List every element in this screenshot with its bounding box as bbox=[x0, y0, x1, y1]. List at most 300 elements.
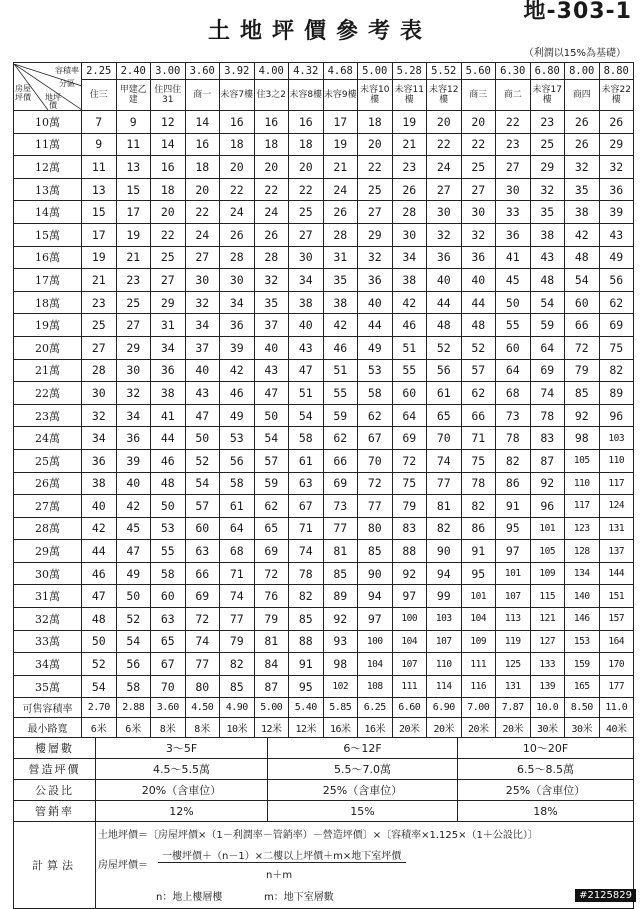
price-cell: 26 bbox=[392, 178, 427, 201]
price-cell: 47 bbox=[116, 540, 151, 563]
price-cell: 104 bbox=[392, 630, 427, 653]
price-cell: 131 bbox=[496, 675, 531, 698]
price-cell: 110 bbox=[565, 472, 600, 495]
price-cell: 79 bbox=[254, 608, 289, 631]
price-cell: 127 bbox=[530, 630, 565, 653]
price-cell: 67 bbox=[151, 653, 186, 676]
price-cell: 58 bbox=[289, 427, 324, 450]
price-cell: 6.60 bbox=[392, 698, 427, 718]
corner-house-price: 房屋坪價 bbox=[15, 83, 31, 102]
row-label: 26萬 bbox=[14, 472, 82, 495]
far-rate-cell: 6.30 bbox=[496, 63, 531, 80]
price-cell: 89 bbox=[323, 585, 358, 608]
price-cell: 20米 bbox=[461, 718, 496, 738]
price-cell: 96 bbox=[599, 404, 634, 427]
price-cell: 46 bbox=[82, 562, 117, 585]
price-cell: 22 bbox=[427, 133, 462, 156]
price-cell: 15 bbox=[82, 201, 117, 224]
price-cell: 72 bbox=[254, 562, 289, 585]
price-cell: 12米 bbox=[254, 718, 289, 738]
price-cell: 104 bbox=[461, 608, 496, 631]
price-cell: 70 bbox=[427, 427, 462, 450]
far-rate-cell: 3.92 bbox=[220, 63, 255, 80]
price-cell: 24 bbox=[254, 201, 289, 224]
price-cell: 40 bbox=[427, 269, 462, 292]
price-cell: 65 bbox=[427, 404, 462, 427]
price-cell: 34 bbox=[82, 427, 117, 450]
price-cell: 19 bbox=[392, 111, 427, 134]
price-cell: 66 bbox=[185, 562, 220, 585]
price-cell: 50 bbox=[151, 495, 186, 518]
price-cell: 27 bbox=[116, 314, 151, 337]
price-cell: 92 bbox=[323, 608, 358, 631]
price-cell: 35 bbox=[565, 178, 600, 201]
price-cell: 36 bbox=[116, 427, 151, 450]
price-row bbox=[14, 111, 634, 134]
price-cell: 82 bbox=[461, 495, 496, 518]
price-cell: 22 bbox=[461, 133, 496, 156]
price-cell: 53 bbox=[151, 517, 186, 540]
price-cell: 33 bbox=[496, 201, 531, 224]
price-cell: 23 bbox=[116, 269, 151, 292]
price-cell: 9 bbox=[116, 111, 151, 134]
row-label: 12萬 bbox=[14, 156, 82, 179]
price-cell: 93 bbox=[323, 630, 358, 653]
price-cell: 42 bbox=[116, 495, 151, 518]
price-cell: 82 bbox=[427, 517, 462, 540]
price-cell: 137 bbox=[599, 540, 634, 563]
price-cell: 124 bbox=[599, 495, 634, 518]
price-cell: 32 bbox=[530, 178, 565, 201]
price-cell: 56 bbox=[116, 653, 151, 676]
price-cell: 73 bbox=[323, 495, 358, 518]
price-cell: 97 bbox=[496, 540, 531, 563]
price-cell: 71 bbox=[461, 427, 496, 450]
price-cell: 74 bbox=[530, 382, 565, 405]
corner-cell bbox=[14, 63, 82, 111]
price-cell: 67 bbox=[358, 427, 393, 450]
price-cell: 82 bbox=[599, 359, 634, 382]
price-cell: 77 bbox=[185, 653, 220, 676]
price-cell: 20 bbox=[461, 111, 496, 134]
price-cell: 51 bbox=[289, 382, 324, 405]
price-cell: 27 bbox=[358, 201, 393, 224]
price-cell: 37 bbox=[254, 314, 289, 337]
price-cell: 46 bbox=[323, 336, 358, 359]
price-cell: 59 bbox=[530, 314, 565, 337]
zone-cell: 商一 bbox=[185, 80, 220, 111]
row-label: 18萬 bbox=[14, 291, 82, 314]
price-cell: 32 bbox=[185, 291, 220, 314]
price-cell: 26 bbox=[565, 111, 600, 134]
price-cell: 7.00 bbox=[461, 698, 496, 718]
price-cell: 6米 bbox=[116, 718, 151, 738]
row-label: 24萬 bbox=[14, 427, 82, 450]
summary-value: 12% bbox=[96, 801, 268, 822]
price-cell: 43 bbox=[185, 382, 220, 405]
price-cell: 35 bbox=[254, 291, 289, 314]
price-cell: 75 bbox=[599, 336, 634, 359]
price-cell: 60 bbox=[151, 585, 186, 608]
price-cell: 25 bbox=[151, 246, 186, 269]
price-cell: 92 bbox=[392, 562, 427, 585]
row-label: 30萬 bbox=[14, 562, 82, 585]
price-cell: 62 bbox=[323, 427, 358, 450]
price-cell: 54 bbox=[185, 472, 220, 495]
price-cell: 83 bbox=[392, 517, 427, 540]
price-cell: 92 bbox=[530, 472, 565, 495]
price-cell: 48 bbox=[461, 314, 496, 337]
price-cell: 35 bbox=[323, 269, 358, 292]
price-cell: 25 bbox=[358, 178, 393, 201]
price-cell: 18 bbox=[289, 133, 324, 156]
price-cell: 11 bbox=[116, 133, 151, 156]
row-label: 13萬 bbox=[14, 178, 82, 201]
price-cell: 64 bbox=[220, 517, 255, 540]
price-cell: 42 bbox=[82, 517, 117, 540]
stock-id-stamp: #2125829 bbox=[575, 889, 636, 902]
price-cell: 107 bbox=[427, 630, 462, 653]
price-cell: 5.40 bbox=[289, 698, 324, 718]
price-cell: 61 bbox=[427, 382, 462, 405]
price-cell: 157 bbox=[599, 608, 634, 631]
price-cell: 69 bbox=[185, 585, 220, 608]
row-label: 29萬 bbox=[14, 540, 82, 563]
price-row bbox=[14, 178, 634, 201]
price-cell: 30米 bbox=[530, 718, 565, 738]
price-cell: 34 bbox=[392, 246, 427, 269]
house-price-numerator: 一樓坪價＋（n－1）×二樓以上坪價＋m×地下室坪價 bbox=[162, 851, 402, 863]
zone-cell: 未容11樓 bbox=[392, 80, 427, 111]
price-cell: 79 bbox=[220, 630, 255, 653]
price-cell: 72 bbox=[392, 449, 427, 472]
far-rate-cell: 5.52 bbox=[427, 63, 462, 80]
price-cell: 28 bbox=[82, 359, 117, 382]
price-cell: 82 bbox=[496, 449, 531, 472]
price-cell: 56 bbox=[427, 359, 462, 382]
price-cell: 81 bbox=[254, 630, 289, 653]
price-cell: 62 bbox=[254, 495, 289, 518]
price-cell: 8.50 bbox=[565, 698, 600, 718]
price-cell: 16米 bbox=[323, 718, 358, 738]
row-label: 可售容積率 bbox=[14, 698, 82, 718]
zone-cell: 商二 bbox=[496, 80, 531, 111]
price-cell: 100 bbox=[358, 630, 393, 653]
price-row bbox=[14, 630, 634, 653]
price-cell: 81 bbox=[427, 495, 462, 518]
price-cell: 50 bbox=[116, 585, 151, 608]
price-cell: 74 bbox=[427, 449, 462, 472]
price-cell: 30 bbox=[289, 246, 324, 269]
price-cell: 18 bbox=[254, 133, 289, 156]
price-cell: 98 bbox=[565, 427, 600, 450]
price-cell: 62 bbox=[599, 291, 634, 314]
price-cell: 27 bbox=[461, 178, 496, 201]
price-cell: 30 bbox=[427, 201, 462, 224]
price-cell: 18 bbox=[220, 133, 255, 156]
formula-body bbox=[96, 822, 634, 909]
price-cell: 20 bbox=[427, 111, 462, 134]
price-cell: 20 bbox=[254, 156, 289, 179]
house-price-denominator: n＋m bbox=[266, 870, 293, 882]
price-cell: 109 bbox=[530, 562, 565, 585]
price-cell: 58 bbox=[151, 562, 186, 585]
price-cell: 55 bbox=[392, 359, 427, 382]
price-cell: 89 bbox=[599, 382, 634, 405]
price-cell: 38 bbox=[82, 472, 117, 495]
price-cell: 78 bbox=[530, 404, 565, 427]
price-cell: 49 bbox=[116, 562, 151, 585]
price-cell: 65 bbox=[254, 517, 289, 540]
price-cell: 66 bbox=[461, 404, 496, 427]
price-cell: 44 bbox=[358, 314, 393, 337]
price-cell: 25 bbox=[82, 314, 117, 337]
price-cell: 36 bbox=[151, 359, 186, 382]
price-cell: 40 bbox=[358, 291, 393, 314]
price-cell: 54 bbox=[82, 675, 117, 698]
price-cell: 10.0 bbox=[530, 698, 565, 718]
price-cell: 5.85 bbox=[323, 698, 358, 718]
price-cell: 125 bbox=[496, 653, 531, 676]
price-cell: 24 bbox=[185, 223, 220, 246]
price-cell: 42 bbox=[323, 314, 358, 337]
zone-cell: 未容22樓 bbox=[599, 80, 634, 111]
price-cell: 30 bbox=[82, 382, 117, 405]
price-cell: 19 bbox=[323, 133, 358, 156]
price-row bbox=[14, 404, 634, 427]
price-cell: 88 bbox=[289, 630, 324, 653]
zone-cell: 未容12樓 bbox=[427, 80, 462, 111]
price-cell: 43 bbox=[599, 223, 634, 246]
formula-label: 計算法 bbox=[14, 822, 96, 909]
price-cell: 3.60 bbox=[151, 698, 186, 718]
price-cell: 38 bbox=[565, 201, 600, 224]
price-cell: 34 bbox=[220, 291, 255, 314]
price-cell: 48 bbox=[151, 472, 186, 495]
price-cell: 119 bbox=[496, 630, 531, 653]
price-cell: 77 bbox=[220, 608, 255, 631]
far-rate-cell: 5.60 bbox=[461, 63, 496, 80]
price-cell: 64 bbox=[496, 359, 531, 382]
price-cell: 91 bbox=[496, 495, 531, 518]
price-cell: 16 bbox=[220, 111, 255, 134]
price-cell: 27 bbox=[427, 178, 462, 201]
price-cell: 104 bbox=[358, 653, 393, 676]
row-label: 最小路寬 bbox=[14, 718, 82, 738]
price-cell: 72 bbox=[358, 472, 393, 495]
far-rate-cell: 5.00 bbox=[358, 63, 393, 80]
price-cell: 46 bbox=[220, 382, 255, 405]
price-cell: 25 bbox=[289, 201, 324, 224]
price-cell: 20 bbox=[358, 133, 393, 156]
price-cell: 110 bbox=[599, 449, 634, 472]
price-cell: 85 bbox=[220, 675, 255, 698]
price-cell: 94 bbox=[358, 585, 393, 608]
price-cell: 19 bbox=[82, 246, 117, 269]
summary-value: 3～5F bbox=[96, 738, 268, 759]
price-cell: 74 bbox=[289, 540, 324, 563]
price-cell: 54 bbox=[565, 269, 600, 292]
price-cell: 8米 bbox=[151, 718, 186, 738]
price-cell: 20米 bbox=[392, 718, 427, 738]
price-cell: 101 bbox=[461, 585, 496, 608]
price-cell: 52 bbox=[116, 608, 151, 631]
price-cell: 46 bbox=[151, 449, 186, 472]
price-cell: 153 bbox=[565, 630, 600, 653]
price-cell: 7 bbox=[82, 111, 117, 134]
price-cell: 63 bbox=[289, 472, 324, 495]
price-cell: 55 bbox=[496, 314, 531, 337]
price-cell: 44 bbox=[427, 291, 462, 314]
price-cell: 27 bbox=[185, 246, 220, 269]
price-cell: 97 bbox=[392, 585, 427, 608]
summary-value: 5.5～7.0萬 bbox=[268, 759, 458, 780]
price-cell: 22 bbox=[289, 178, 324, 201]
price-cell: 107 bbox=[496, 585, 531, 608]
price-cell: 69 bbox=[323, 472, 358, 495]
row-label: 17萬 bbox=[14, 269, 82, 292]
price-cell: 91 bbox=[461, 540, 496, 563]
row-label: 16萬 bbox=[14, 246, 82, 269]
price-cell: 23 bbox=[82, 291, 117, 314]
price-cell: 95 bbox=[496, 517, 531, 540]
price-cell: 140 bbox=[565, 585, 600, 608]
row-label: 32萬 bbox=[14, 608, 82, 631]
price-row bbox=[14, 675, 634, 698]
price-cell: 38 bbox=[323, 291, 358, 314]
price-cell: 77 bbox=[427, 472, 462, 495]
summary-value: 18% bbox=[458, 801, 634, 822]
price-cell: 28 bbox=[254, 246, 289, 269]
price-cell: 42 bbox=[392, 291, 427, 314]
price-cell: 44 bbox=[82, 540, 117, 563]
price-cell: 41 bbox=[151, 404, 186, 427]
far-rate-cell: 3.60 bbox=[185, 63, 220, 80]
price-cell: 45 bbox=[496, 269, 531, 292]
price-cell: 15 bbox=[116, 178, 151, 201]
price-cell: 74 bbox=[220, 585, 255, 608]
price-cell: 13 bbox=[82, 178, 117, 201]
price-cell: 6.90 bbox=[427, 698, 462, 718]
price-cell: 38 bbox=[151, 382, 186, 405]
price-cell: 76 bbox=[254, 585, 289, 608]
price-cell: 52 bbox=[427, 336, 462, 359]
price-cell: 31 bbox=[323, 246, 358, 269]
price-cell: 36 bbox=[82, 449, 117, 472]
price-row bbox=[14, 314, 634, 337]
price-cell: 32 bbox=[599, 156, 634, 179]
price-cell: 18 bbox=[185, 156, 220, 179]
row-label: 22萬 bbox=[14, 382, 82, 405]
row-label: 21萬 bbox=[14, 359, 82, 382]
price-cell: 21 bbox=[116, 246, 151, 269]
price-cell: 5.00 bbox=[254, 698, 289, 718]
price-cell: 116 bbox=[461, 675, 496, 698]
price-cell: 17 bbox=[323, 111, 358, 134]
price-cell: 9 bbox=[82, 133, 117, 156]
price-cell: 49 bbox=[358, 336, 393, 359]
fraction-bar bbox=[158, 862, 406, 863]
price-cell: 28 bbox=[323, 223, 358, 246]
price-cell: 43 bbox=[530, 246, 565, 269]
row-label: 27萬 bbox=[14, 495, 82, 518]
zone-cell: 甲建乙建 bbox=[116, 80, 151, 111]
price-cell: 21 bbox=[82, 269, 117, 292]
summary-table bbox=[13, 737, 634, 822]
summary-label: 管銷率 bbox=[14, 801, 96, 822]
price-cell: 50 bbox=[82, 630, 117, 653]
price-cell: 18 bbox=[151, 178, 186, 201]
price-cell: 110 bbox=[427, 653, 462, 676]
price-row bbox=[14, 562, 634, 585]
price-cell: 98 bbox=[323, 653, 358, 676]
price-cell: 65 bbox=[151, 630, 186, 653]
price-cell: 177 bbox=[599, 675, 634, 698]
price-cell: 36 bbox=[427, 246, 462, 269]
price-cell: 16米 bbox=[358, 718, 393, 738]
price-cell: 26 bbox=[254, 223, 289, 246]
price-cell: 102 bbox=[323, 675, 358, 698]
zone-cell: 住四住31 bbox=[151, 80, 186, 111]
row-label: 15萬 bbox=[14, 223, 82, 246]
price-cell: 75 bbox=[461, 449, 496, 472]
price-cell: 55 bbox=[151, 540, 186, 563]
summary-value: 6.5～8.5萬 bbox=[458, 759, 634, 780]
price-cell: 42 bbox=[565, 223, 600, 246]
price-cell: 60 bbox=[392, 382, 427, 405]
price-row bbox=[14, 718, 634, 738]
price-cell: 86 bbox=[461, 517, 496, 540]
price-cell: 100 bbox=[392, 608, 427, 631]
price-cell: 90 bbox=[358, 562, 393, 585]
price-cell: 92 bbox=[565, 404, 600, 427]
price-cell: 64 bbox=[530, 336, 565, 359]
price-cell: 108 bbox=[358, 675, 393, 698]
price-cell: 77 bbox=[358, 495, 393, 518]
price-cell: 94 bbox=[427, 562, 462, 585]
price-cell: 34 bbox=[116, 404, 151, 427]
price-cell: 80 bbox=[185, 675, 220, 698]
price-cell: 79 bbox=[392, 495, 427, 518]
price-cell: 144 bbox=[599, 562, 634, 585]
price-cell: 32 bbox=[461, 223, 496, 246]
price-cell: 36 bbox=[496, 223, 531, 246]
price-cell: 66 bbox=[323, 449, 358, 472]
price-cell: 39 bbox=[599, 201, 634, 224]
price-cell: 32 bbox=[565, 156, 600, 179]
price-cell: 50 bbox=[254, 404, 289, 427]
price-cell: 69 bbox=[254, 540, 289, 563]
price-cell: 48 bbox=[427, 314, 462, 337]
price-cell: 16 bbox=[254, 111, 289, 134]
price-cell: 47 bbox=[254, 382, 289, 405]
row-label: 14萬 bbox=[14, 201, 82, 224]
price-cell: 75 bbox=[392, 472, 427, 495]
price-cell: 52 bbox=[82, 653, 117, 676]
price-cell: 82 bbox=[289, 585, 324, 608]
price-cell: 103 bbox=[599, 427, 634, 450]
summary-row bbox=[14, 801, 634, 822]
price-cell: 27 bbox=[82, 336, 117, 359]
price-cell: 29 bbox=[530, 156, 565, 179]
price-row bbox=[14, 201, 634, 224]
price-cell: 90 bbox=[427, 540, 462, 563]
price-cell: 85 bbox=[358, 540, 393, 563]
price-cell: 23 bbox=[392, 156, 427, 179]
price-cell: 71 bbox=[289, 517, 324, 540]
price-cell: 34 bbox=[185, 314, 220, 337]
price-cell: 67 bbox=[289, 495, 324, 518]
